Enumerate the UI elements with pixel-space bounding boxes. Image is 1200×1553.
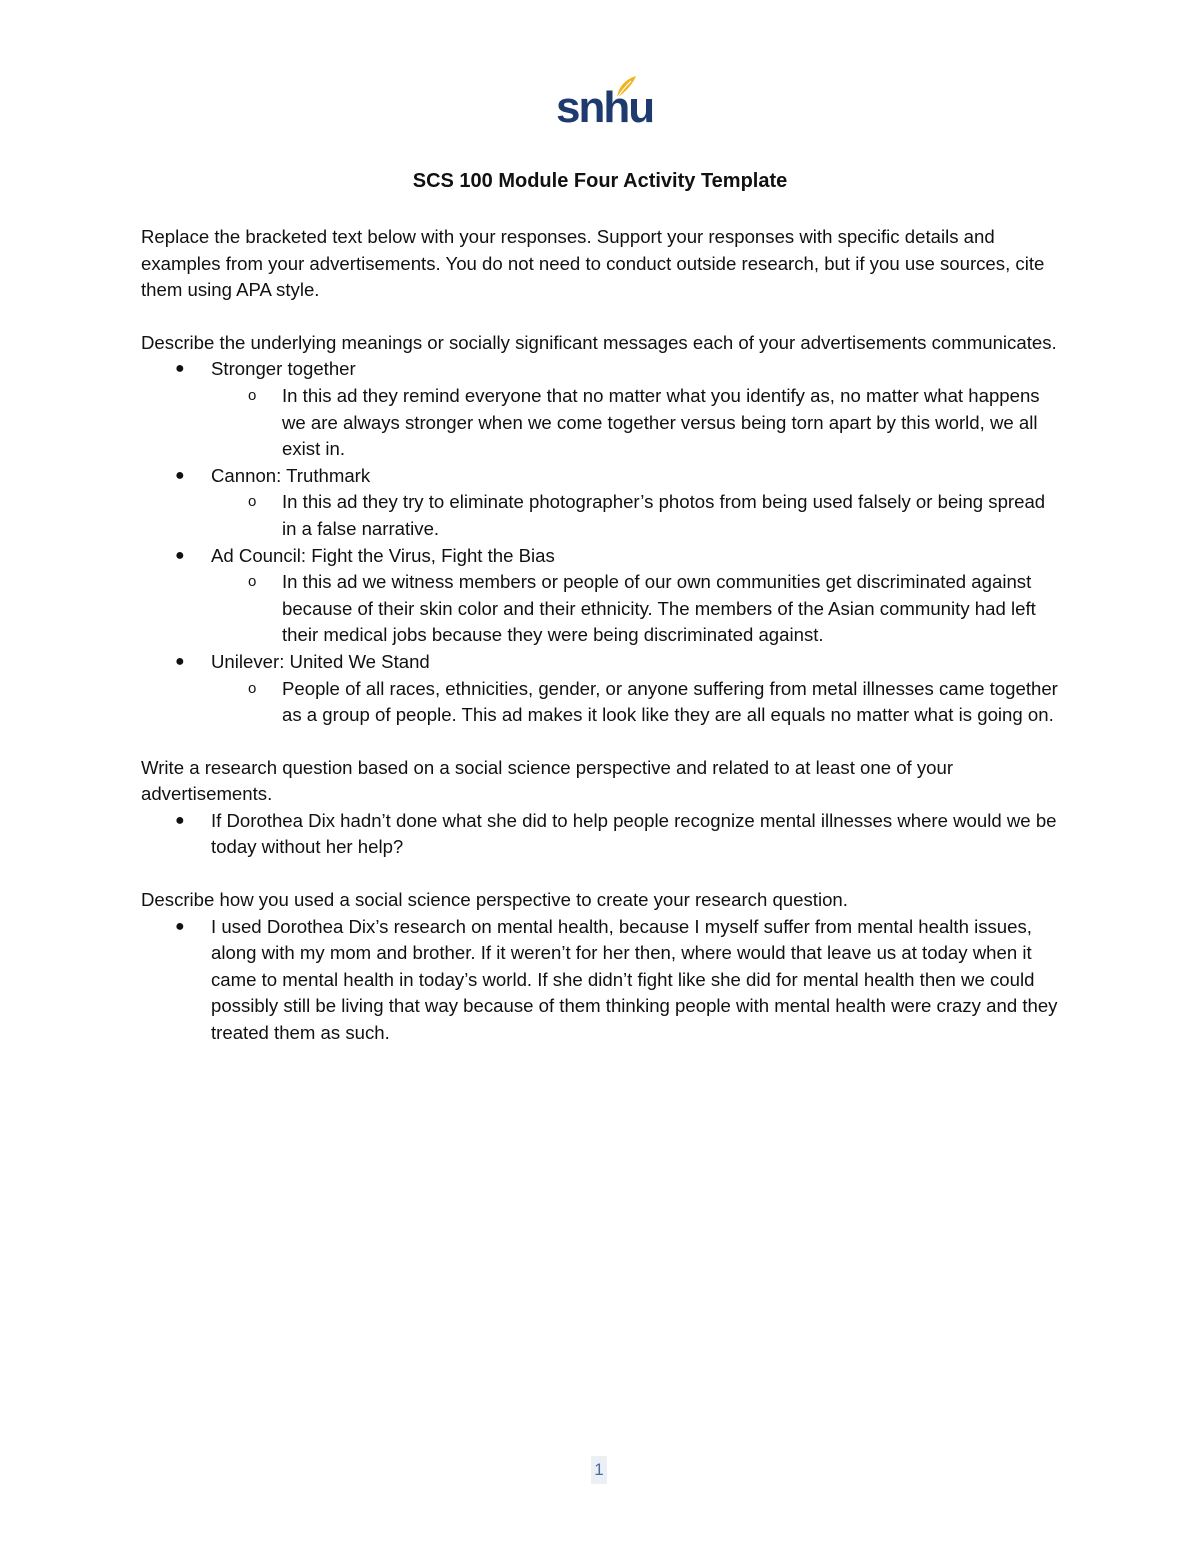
list-item [141,914,1061,1047]
sub-list-item-text: In this ad they try to eliminate photographer’s photos from being used falsely or being spread in a false narrative. [282,491,1046,539]
response-list-1 [141,356,1061,728]
list-item [141,463,1061,543]
section-prompt-2: Write a research question based on a social science perspective and related to at least one of your advertisements. [141,756,954,805]
circle-bullet-icon: o [248,573,257,591]
sub-list-item [211,569,1061,649]
list-item-label: Ad Council: Fight the Virus, Fight the Bias [211,544,555,566]
list-item-label: If Dorothea Dix hadn’t done what she did to help people recognize mental illnesses where would we be today without her help? [211,809,1057,858]
sub-list-item-text: In this ad we witness members or people of our own communities get discriminated against because of their skin color and their ethnicity. The members of the Asian community had left their medical jobs because they were being discriminated against. [282,571,1036,646]
bullet-icon: ● [175,652,185,670]
bullet-icon: ● [175,917,185,935]
sub-list-item [211,676,1061,729]
intro-paragraph: Replace the bracketed text below with your responses. Support your responses with specific details and examples from your advertisements. You do not need to conduct outside research, but if you use sources, cite them using APA style. [141,226,1045,301]
circle-bullet-icon: o [248,679,257,697]
list-item-label: Cannon: Truthmark [211,464,371,486]
page-number: 1 [591,1456,607,1484]
sub-list-item [211,489,1061,542]
list-item-label: I used Dorothea Dix’s research on mental health, because I myself suffer from mental health issues, along with my mom and brother. If it weren’t for her then, where would that leave us at today when it came to mental health in today’s world. If she didn’t fight like she did for mental health then we could possibly still be living that way because of them thinking people with mental health were crazy and they treated them as such. [211,915,1058,1044]
section-prompt-3: Describe how you used a social science perspective to create your research question. [141,889,848,911]
list-item-label: Stronger together [211,358,356,380]
sub-list-item-text: People of all races, ethnicities, gender, or anyone suffering from metal illnesses came together as a group of people. This ad makes it look like they are all equals no matter what is going on. [282,677,1058,726]
response-list-2 [141,808,1061,861]
sub-list-item [211,383,1061,463]
bullet-icon: ● [175,360,185,378]
list-item [141,808,1061,861]
document-body [141,224,1061,1047]
response-list-3 [141,914,1061,1047]
logo-wordmark: snhu [556,83,654,132]
circle-bullet-icon: o [248,493,257,511]
page-title: SCS 100 Module Four Activity Template [412,170,788,192]
snhu-logo [556,74,654,134]
bullet-icon: ● [175,466,185,484]
flame-leaf-icon [614,74,638,100]
section-prompt-1: Describe the underlying meanings or socially significant messages each of your advertisements communicates. [141,331,1057,353]
circle-bullet-icon: o [248,386,257,404]
sub-list-item-text: In this ad they remind everyone that no matter what you identify as, no matter what happens we are always stronger when we come together versus being torn apart by this world, we all exist in. [282,384,1040,460]
bullet-icon: ● [175,811,185,829]
list-item [141,543,1061,649]
bullet-icon: ● [175,546,185,564]
list-item [141,649,1061,729]
list-item-label: Unilever: United We Stand [211,650,430,672]
list-item [141,356,1061,462]
